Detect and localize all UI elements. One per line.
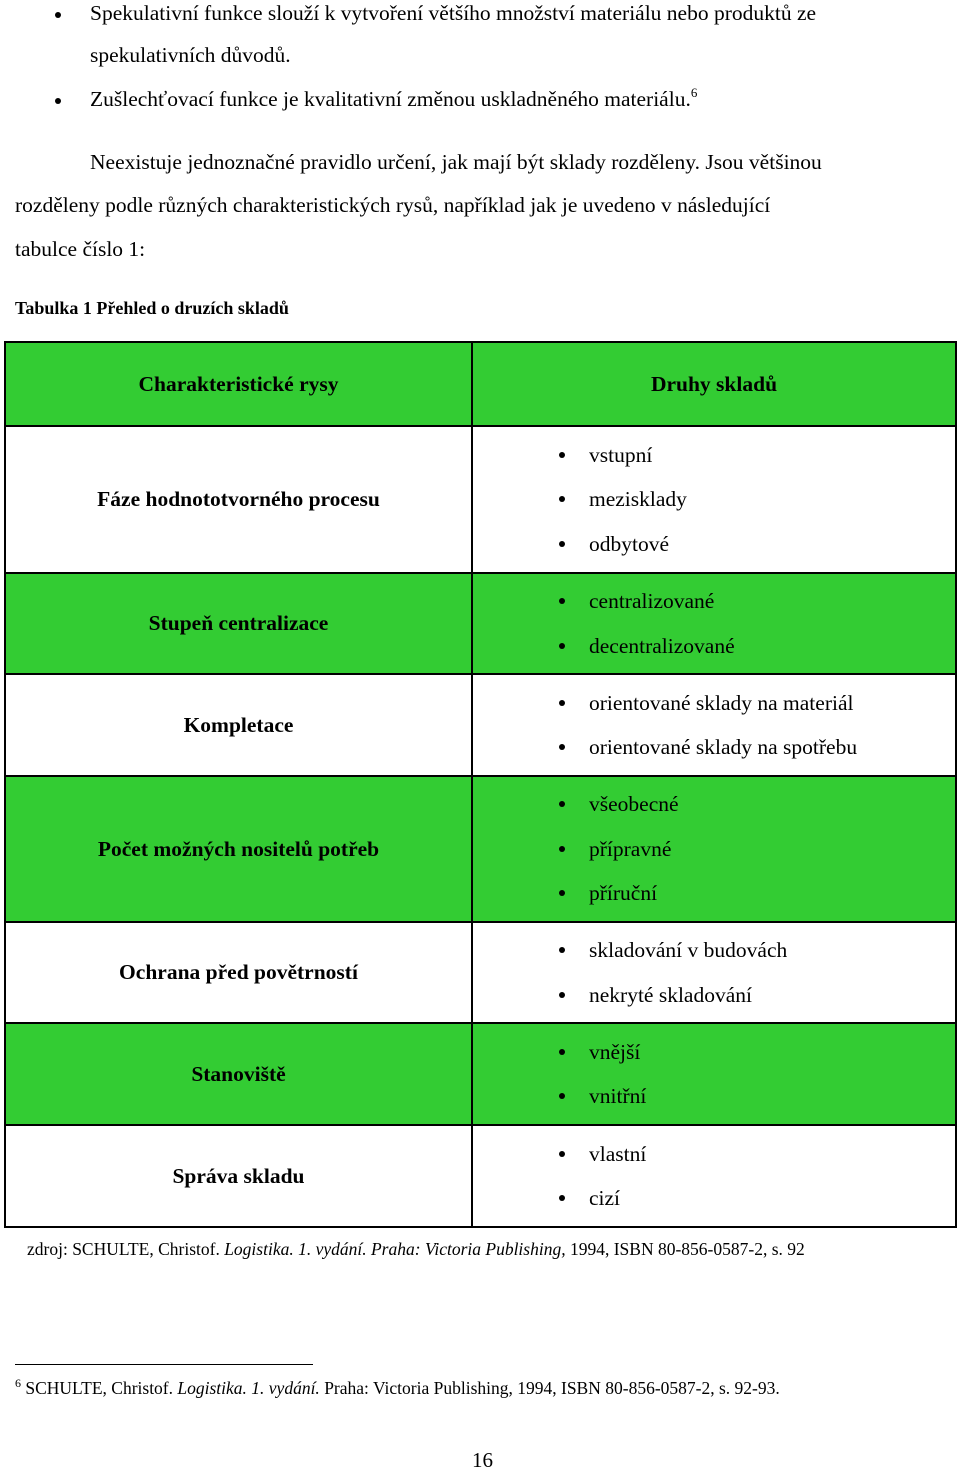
paragraph-line: Neexistuje jednoznačné pravidlo určení, jak mají být sklady rozděleny. Jsou většinou <box>90 150 822 174</box>
list-item: cizí <box>589 1176 955 1221</box>
row-label: Počet možných nositelů potřeb <box>5 776 472 922</box>
bullet-dot <box>55 98 61 104</box>
source-italic: Logistika. 1. vydání. Praha: Victoria Publishing, <box>224 1239 566 1259</box>
row-items <box>472 573 956 674</box>
list-item: orientované sklady na spotřebu <box>589 725 955 770</box>
footnote-prefix: SCHULTE, Christof. <box>25 1378 178 1398</box>
warehouse-types-table <box>4 341 957 1228</box>
table-row <box>5 1125 956 1227</box>
row-label: Ochrana před povětrností <box>5 922 472 1023</box>
list-item: vstupní <box>589 433 955 478</box>
footnote-number: 6 <box>15 1376 21 1390</box>
source-suffix: 1994, ISBN 80-856-0587-2, s. 92 <box>565 1239 805 1259</box>
table-caption: Tabulka 1 Přehled o druzích skladů <box>15 298 289 318</box>
list-item: nekryté skladování <box>589 973 955 1018</box>
table-row <box>5 776 956 922</box>
row-label: Fáze hodnototvorného procesu <box>5 426 472 573</box>
table-source <box>27 1239 805 1260</box>
row-items <box>472 1023 956 1125</box>
table-row <box>5 674 956 776</box>
row-label: Stanoviště <box>5 1023 472 1125</box>
row-items <box>472 426 956 573</box>
list-item: vlastní <box>589 1132 955 1177</box>
row-label: Správa skladu <box>5 1125 472 1227</box>
table-row <box>5 573 956 674</box>
footnote-italic: Logistika. 1. vydání. <box>177 1378 320 1398</box>
list-item: decentralizované <box>589 624 955 669</box>
list-item: odbytové <box>589 522 955 567</box>
bullet-text: Spekulativní funkce slouží k vytvoření většího množství materiálu nebo produktů ze <box>90 1 817 25</box>
paragraph-line: tabulce číslo 1: <box>15 237 146 261</box>
row-items <box>472 1125 956 1227</box>
row-items <box>472 776 956 922</box>
list-item: příruční <box>589 871 955 916</box>
list-item: skladování v budovách <box>589 928 955 973</box>
page-number: 16 <box>472 1448 493 1472</box>
bullet-dot <box>55 12 61 18</box>
source-prefix: zdroj: SCHULTE, Christof. <box>27 1239 225 1259</box>
paragraph-line: rozděleny podle různých charakteristických rysů, například jak je uvedeno v následující <box>15 193 771 217</box>
list-item: centralizované <box>589 579 955 624</box>
bullet-text: Zušlechťovací funkce je kvalitativní změnou uskladněného materiálu.$^6$ <box>90 85 698 111</box>
table-row <box>5 426 956 573</box>
row-items <box>472 674 956 776</box>
list-item: všeobecné <box>589 782 955 827</box>
bullet-text-continuation: spekulativních důvodů. <box>90 43 291 67</box>
header-warehouse-types: Druhy skladů <box>472 342 956 426</box>
table-header-row <box>5 342 956 426</box>
list-item: orientované sklady na materiál <box>589 681 955 726</box>
footnote <box>15 1378 780 1399</box>
list-item: vnitřní <box>589 1074 955 1119</box>
row-label: Kompletace <box>5 674 472 776</box>
list-item: mezisklady <box>589 477 955 522</box>
footnote-separator <box>15 1364 313 1365</box>
header-characteristics: Charakteristické rysy <box>5 342 472 426</box>
list-item: vnější <box>589 1030 955 1075</box>
list-item: přípravné <box>589 827 955 872</box>
row-label: Stupeň centralizace <box>5 573 472 674</box>
table-row <box>5 1023 956 1125</box>
row-items <box>472 922 956 1023</box>
footnote-ref[interactable]: 6 <box>690 85 698 100</box>
table-row <box>5 922 956 1023</box>
footnote-suffix: Praha: Victoria Publishing, 1994, ISBN 80-856-0587-2, s. 92-93. <box>319 1378 780 1398</box>
